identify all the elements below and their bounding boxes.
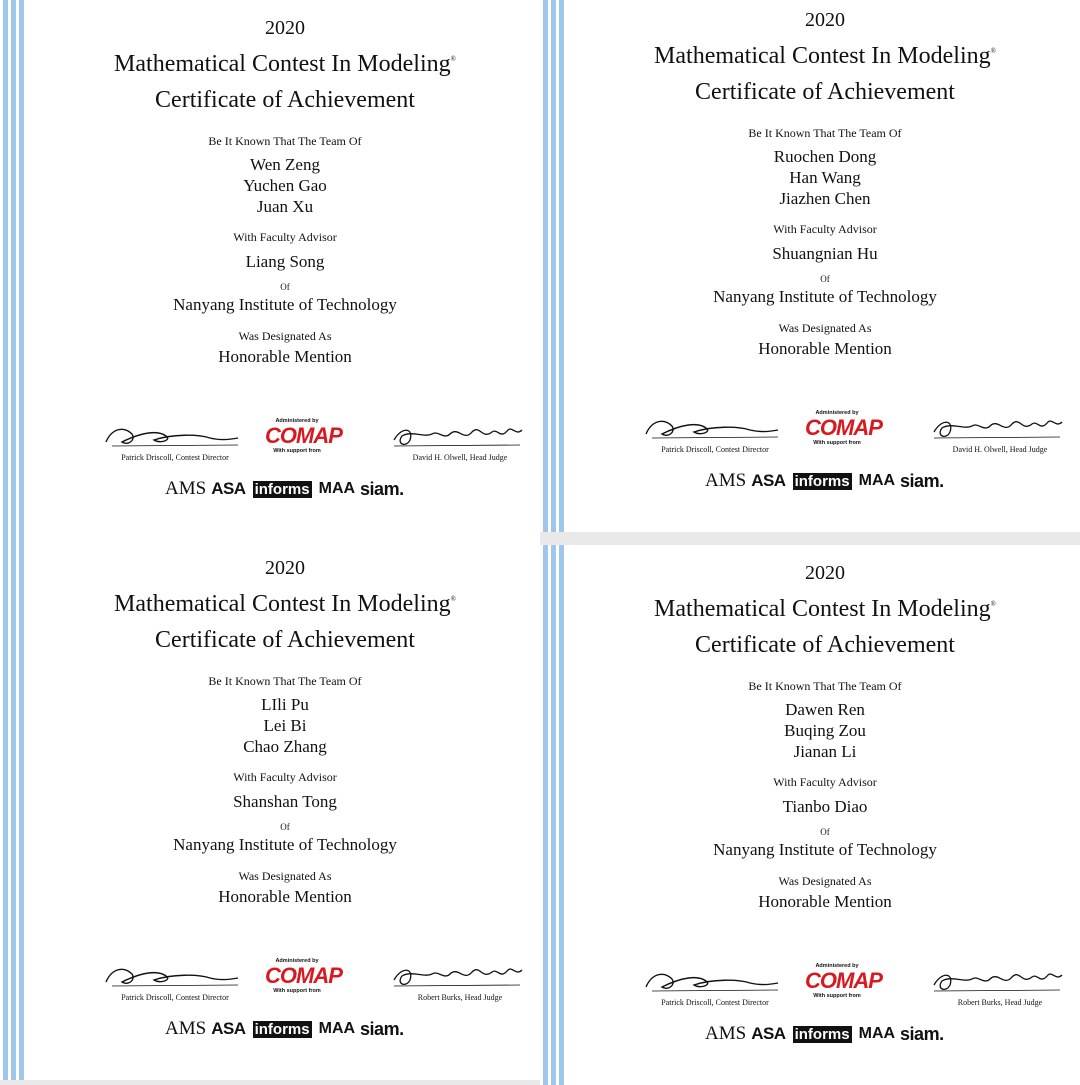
informs-logo: informs bbox=[251, 1021, 314, 1038]
award-level: Honorable Mention bbox=[758, 892, 892, 911]
certificate-heading: Certificate of Achievement bbox=[695, 79, 955, 105]
registered-mark: ® bbox=[450, 55, 456, 63]
comap-logo bbox=[265, 418, 342, 454]
team-member: Jianan Li bbox=[793, 742, 857, 761]
judge-signature bbox=[388, 958, 528, 992]
comap-logo bbox=[265, 958, 342, 994]
siam-logo: siam. bbox=[900, 470, 944, 491]
judge-caption: David H. Olwell, Head Judge bbox=[412, 453, 508, 462]
support-from-text: With support from bbox=[273, 448, 321, 454]
certificate-year: 2020 bbox=[265, 17, 305, 39]
administered-by-text: Administered by bbox=[815, 963, 859, 969]
decorative-stripes bbox=[540, 0, 566, 532]
faculty-advisor: Liang Song bbox=[245, 252, 325, 271]
director-caption: Patrick Driscoll, Contest Director bbox=[121, 993, 229, 1002]
team-member: Wen Zeng bbox=[250, 155, 320, 174]
faculty-advisor: Shanshan Tong bbox=[233, 792, 337, 811]
director-signature bbox=[102, 418, 242, 452]
designated-label: Was Designated As bbox=[238, 329, 332, 343]
registered-mark: ® bbox=[990, 47, 996, 55]
be-it-known-text: Be It Known That The Team Of bbox=[208, 674, 362, 688]
contest-title: Mathematical Contest In Modeling® bbox=[114, 51, 456, 77]
decorative-stripes bbox=[540, 545, 566, 1085]
comap-mark: COMAP bbox=[265, 423, 342, 448]
siam-logo: siam. bbox=[900, 1023, 944, 1044]
director-signature bbox=[642, 963, 782, 997]
registered-mark: ® bbox=[450, 595, 456, 603]
faculty-advisor: Tianbo Diao bbox=[782, 797, 868, 816]
director-caption: Patrick Driscoll, Contest Director bbox=[121, 453, 229, 462]
director-caption: Patrick Driscoll, Contest Director bbox=[661, 445, 769, 454]
comap-logo bbox=[805, 410, 882, 446]
team-member: Jiazhen Chen bbox=[779, 189, 871, 208]
be-it-known-text: Be It Known That The Team Of bbox=[748, 126, 902, 140]
award-level: Honorable Mention bbox=[758, 339, 892, 358]
designated-label: Was Designated As bbox=[778, 874, 872, 888]
certificate-year: 2020 bbox=[265, 557, 305, 579]
certificate-heading: Certificate of Achievement bbox=[155, 627, 415, 653]
team-member: Yuchen Gao bbox=[243, 176, 327, 195]
institution-name: Nanyang Institute of Technology bbox=[713, 287, 937, 306]
asa-logo: ASA bbox=[751, 471, 786, 490]
administered-by-text: Administered by bbox=[275, 958, 319, 964]
advisor-label: With Faculty Advisor bbox=[233, 230, 337, 244]
institution-name: Nanyang Institute of Technology bbox=[713, 840, 937, 859]
director-signature bbox=[642, 410, 782, 444]
judge-signature bbox=[928, 963, 1068, 997]
comap-mark: COMAP bbox=[805, 415, 882, 440]
of-label: Of bbox=[820, 827, 830, 837]
certificate-year: 2020 bbox=[805, 562, 845, 584]
sponsor-logos bbox=[165, 1016, 404, 1042]
sponsor-logos bbox=[705, 1021, 944, 1047]
asa-logo: ASA bbox=[751, 1024, 786, 1043]
judge-caption: Robert Burks, Head Judge bbox=[957, 998, 1043, 1007]
contest-title: Mathematical Contest In Modeling® bbox=[654, 43, 996, 69]
certificate-2 bbox=[540, 0, 1080, 532]
institution-name: Nanyang Institute of Technology bbox=[173, 295, 397, 314]
certificate-year: 2020 bbox=[805, 9, 845, 31]
support-from-text: With support from bbox=[813, 440, 861, 446]
judge-signature bbox=[388, 418, 528, 452]
be-it-known-text: Be It Known That The Team Of bbox=[208, 134, 362, 148]
team-member: Han Wang bbox=[789, 168, 861, 187]
team-member: Lei Bi bbox=[263, 716, 307, 735]
sponsor-logos bbox=[705, 468, 944, 494]
informs-logo: informs bbox=[791, 1026, 854, 1043]
support-from-text: With support from bbox=[813, 993, 861, 999]
faculty-advisor: Shuangnian Hu bbox=[772, 244, 878, 263]
asa-logo: ASA bbox=[211, 1019, 246, 1038]
institution-name: Nanyang Institute of Technology bbox=[173, 835, 397, 854]
siam-logo: siam. bbox=[360, 1018, 404, 1039]
of-label: Of bbox=[820, 274, 830, 284]
maa-logo: MAA bbox=[318, 480, 356, 497]
ams-logo: AMS bbox=[165, 478, 207, 499]
of-label: Of bbox=[280, 822, 290, 832]
team-member: Chao Zhang bbox=[243, 737, 327, 756]
contest-title: Mathematical Contest In Modeling® bbox=[114, 591, 456, 617]
certificate-3 bbox=[0, 540, 540, 1080]
maa-logo: MAA bbox=[318, 1020, 356, 1037]
advisor-label: With Faculty Advisor bbox=[233, 770, 337, 784]
director-caption: Patrick Driscoll, Contest Director bbox=[661, 998, 769, 1007]
judge-signature bbox=[928, 410, 1068, 444]
comap-mark: COMAP bbox=[805, 968, 882, 993]
informs-logo: informs bbox=[251, 481, 314, 498]
award-level: Honorable Mention bbox=[218, 887, 352, 906]
judge-caption: David H. Olwell, Head Judge bbox=[952, 445, 1048, 454]
team-member: Buqing Zou bbox=[784, 721, 866, 740]
registered-mark: ® bbox=[990, 600, 996, 608]
advisor-label: With Faculty Advisor bbox=[773, 222, 877, 236]
advisor-label: With Faculty Advisor bbox=[773, 775, 877, 789]
team-member: LIli Pu bbox=[261, 695, 309, 714]
team-member: Ruochen Dong bbox=[773, 147, 877, 166]
decorative-stripes bbox=[0, 540, 26, 1080]
team-member: Dawen Ren bbox=[785, 700, 865, 719]
contest-title: Mathematical Contest In Modeling® bbox=[654, 596, 996, 622]
award-level: Honorable Mention bbox=[218, 347, 352, 366]
certificate-4 bbox=[540, 545, 1080, 1085]
ams-logo: AMS bbox=[705, 470, 747, 491]
of-label: Of bbox=[280, 282, 290, 292]
support-from-text: With support from bbox=[273, 988, 321, 994]
be-it-known-text: Be It Known That The Team Of bbox=[748, 679, 902, 693]
certificate-heading: Certificate of Achievement bbox=[695, 632, 955, 658]
judge-caption: Robert Burks, Head Judge bbox=[417, 993, 503, 1002]
director-signature bbox=[102, 958, 242, 992]
maa-logo: MAA bbox=[858, 472, 896, 489]
sponsor-logos bbox=[165, 476, 404, 502]
decorative-stripes bbox=[0, 0, 26, 540]
siam-logo: siam. bbox=[360, 478, 404, 499]
ams-logo: AMS bbox=[165, 1018, 207, 1039]
asa-logo: ASA bbox=[211, 479, 246, 498]
comap-mark: COMAP bbox=[265, 963, 342, 988]
comap-logo bbox=[805, 963, 882, 999]
designated-label: Was Designated As bbox=[238, 869, 332, 883]
team-member: Juan Xu bbox=[256, 197, 314, 216]
administered-by-text: Administered by bbox=[275, 418, 319, 424]
administered-by-text: Administered by bbox=[815, 410, 859, 416]
informs-logo: informs bbox=[791, 473, 854, 490]
designated-label: Was Designated As bbox=[778, 321, 872, 335]
maa-logo: MAA bbox=[858, 1025, 896, 1042]
certificate-heading: Certificate of Achievement bbox=[155, 87, 415, 113]
certificate-1 bbox=[0, 0, 540, 540]
ams-logo: AMS bbox=[705, 1023, 747, 1044]
